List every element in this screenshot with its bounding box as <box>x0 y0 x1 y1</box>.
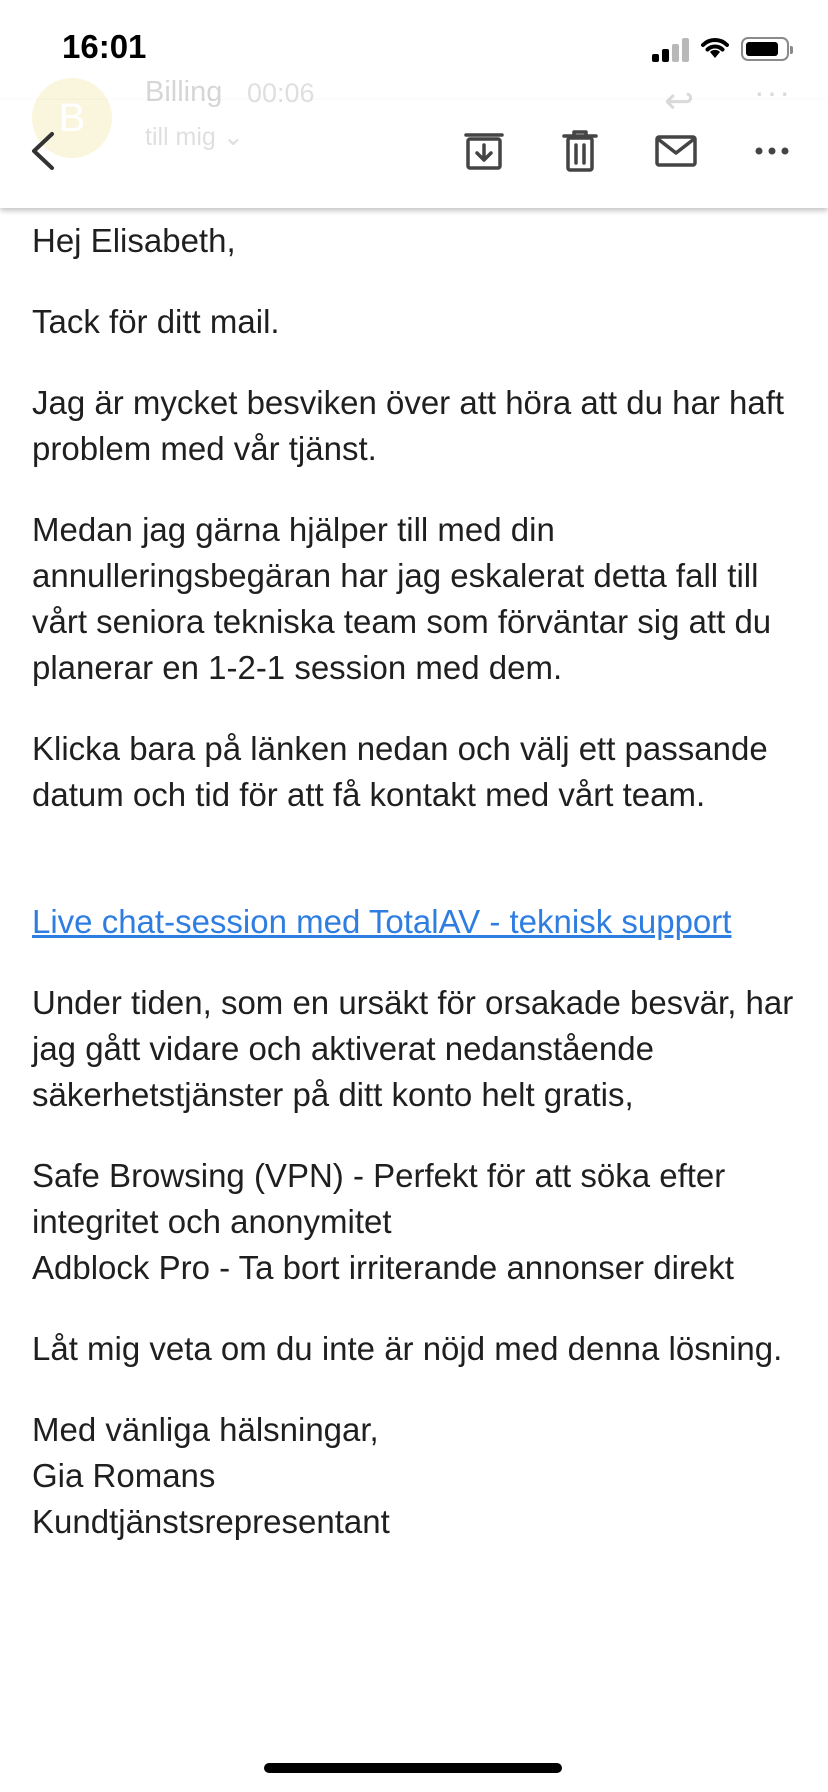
service-item-vpn: Safe Browsing (VPN) - Perfekt för att söka efter integritet och anonymitet <box>32 1157 726 1240</box>
archive-icon <box>466 135 502 168</box>
more-horizontal-icon <box>756 148 789 155</box>
status-bar <box>0 0 828 100</box>
back-arrow-icon <box>34 134 52 168</box>
wifi-icon <box>700 36 730 60</box>
recipient-label: till mig ⌄ <box>145 123 244 151</box>
spacer <box>32 853 802 899</box>
battery-icon <box>741 37 789 61</box>
signer-name: Gia Romans <box>32 1457 216 1494</box>
services-list <box>32 1153 802 1291</box>
home-indicator[interactable] <box>264 1763 562 1773</box>
greeting: Hej Elisabeth, <box>32 222 236 259</box>
signature <box>32 1407 802 1545</box>
reply-icon: ↩ <box>664 80 695 121</box>
delete-button[interactable] <box>562 129 598 173</box>
sender-name: Billing <box>145 76 223 108</box>
trash-icon <box>564 132 596 170</box>
sender-time: 00:06 <box>247 78 315 108</box>
more-options-button[interactable] <box>755 144 789 158</box>
cellular-signal-icon <box>652 38 690 62</box>
email-body <box>32 218 802 1580</box>
body-paragraph-3: Medan jag gärna hjälper till med din annulleringsbegäran har jag eskalerat detta fall till vårt seniora tekniska team som förväntar sig att du planerar en 1-2-1 session med dem. <box>32 511 772 686</box>
email-toolbar <box>0 100 828 208</box>
body-paragraph-6: Låt mig veta om du inte är nöjd med denna lösning. <box>32 1330 783 1367</box>
back-button[interactable] <box>26 128 60 174</box>
mail-icon <box>657 137 695 165</box>
avatar: B <box>32 78 112 158</box>
body-paragraph-5: Under tiden, som en ursäkt för orsakade besvär, har jag gått vidare och aktiverat nedanstående säkerhetstjänster på ditt konto helt gratis, <box>32 984 794 1113</box>
archive-button[interactable] <box>463 130 505 172</box>
body-paragraph-1: Tack för ditt mail. <box>32 303 280 340</box>
signer-role: Kundtjänstsrepresentant <box>32 1503 390 1540</box>
body-paragraph-4: Klicka bara på länken nedan och välj ett passande datum och tid för att få kontakt med vårt team. <box>32 730 768 813</box>
mark-unread-button[interactable] <box>654 134 698 168</box>
battery-level-fill <box>746 42 778 56</box>
status-time: 16:01 <box>62 28 147 65</box>
service-item-adblock: Adblock Pro - Ta bort irriterande annonser direkt <box>32 1249 734 1286</box>
live-chat-link[interactable]: Live chat-session med TotalAV - teknisk support <box>32 903 732 940</box>
closing: Med vänliga hälsningar, <box>32 1411 379 1448</box>
body-paragraph-2: Jag är mycket besviken över att höra att du har haft problem med vår tjänst. <box>32 384 785 467</box>
more-icon: ··· <box>754 74 792 110</box>
